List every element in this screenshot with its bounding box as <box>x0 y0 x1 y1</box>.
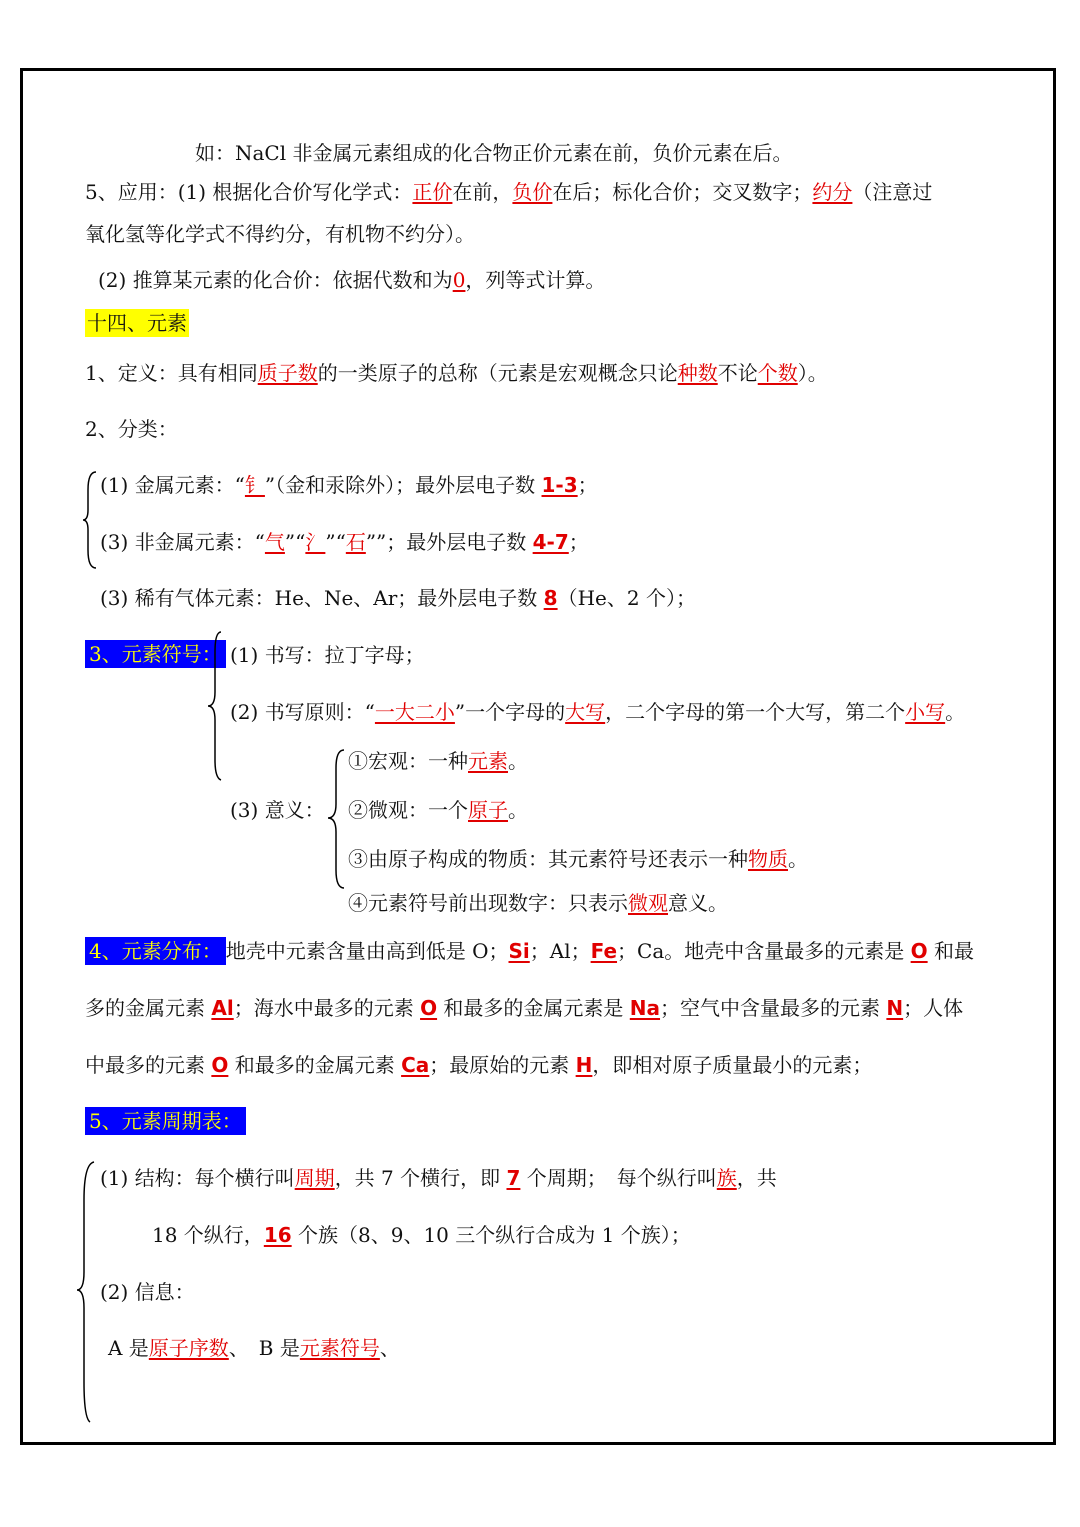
brace-meaning <box>326 748 346 890</box>
brace-periodic <box>76 1160 96 1424</box>
distribution-line-2: 多的金属元素 Al；海水中最多的元素 O 和最多的金属元素是 Na；空气中含量最多的元素 N；人体 <box>85 996 964 1020</box>
application-line: 5、应用：(1) 根据化合价写化学式：正价在前，负价在后；标化合价；交叉数字；约分（注意过 <box>85 180 933 204</box>
section-heading-distribution: 4、元素分布： <box>85 937 226 965</box>
meaning-number: ④元素符号前出现数字：只表示微观意义。 <box>348 891 728 915</box>
meaning-micro: ②微观：一个原子。 <box>348 798 528 822</box>
symbol-writing: (1) 书写：拉丁字母； <box>230 643 425 667</box>
periodic-info-ab: A 是原子序数、 B 是元素符号、 <box>108 1336 400 1360</box>
meaning-substance: ③由原子构成的物质：其元素符号还表示一种物质。 <box>348 847 808 871</box>
calc-line: (2) 推算某元素的化合价：依据代数和为0，列等式计算。 <box>98 268 606 292</box>
brace-symbol <box>205 630 225 782</box>
brace-classification <box>82 470 98 570</box>
meaning-label: (3) 意义： <box>230 798 325 822</box>
section-heading-symbol: 3、元素符号： <box>85 641 226 667</box>
meaning-macro: ①宏观：一种元素。 <box>348 749 528 773</box>
distribution-line-1: 4、元素分布： 地壳中元素含量由高到低是 O；Si；Al；Fe；Ca。地壳中含量最多的元素是 O 和最 <box>85 938 974 964</box>
distribution-line-3: 中最多的元素 O 和最多的金属元素 Ca；最原始的元素 H，即相对原子质量最小的元素； <box>85 1053 873 1077</box>
definition-line: 1、定义：具有相同质子数的一类原子的总称（元素是宏观概念只论种数不论个数）。 <box>85 361 828 385</box>
application-line-2: 氧化氢等化学式不得约分，有机物不约分）。 <box>85 222 475 246</box>
section-heading-14: 十四、元素 <box>87 311 187 335</box>
symbol-principle: (2) 书写原则：“一大二小”一个字母的大写，二个字母的第一个大写，第二个小写。 <box>230 700 966 724</box>
classification-heading: 2、分类： <box>85 417 178 441</box>
class-metal: (1) 金属元素：“钅”（金和汞除外）；最外层电子数 1-3； <box>100 473 598 497</box>
periodic-structure: (1) 结构：每个横行叫周期，共 7 个横行，即 7 个周期； 每个纵行叫族，共 <box>100 1166 777 1190</box>
class-noble-gas: (3) 稀有气体元素：He、Ne、Ar；最外层电子数 8（He、2 个）； <box>100 586 696 610</box>
periodic-info: (2) 信息： <box>100 1280 195 1304</box>
section-heading-periodic: 5、元素周期表： <box>85 1108 246 1134</box>
periodic-structure-2: 18 个纵行，16 个族（8、9、10 三个纵行合成为 1 个族）； <box>152 1223 691 1247</box>
example-line: 如：NaCl 非金属元素组成的化合物正价元素在前，负价元素在后。 <box>195 141 793 165</box>
class-nonmetal: (3) 非金属元素：“气”“氵”“石””；最外层电子数 4-7； <box>100 530 589 554</box>
